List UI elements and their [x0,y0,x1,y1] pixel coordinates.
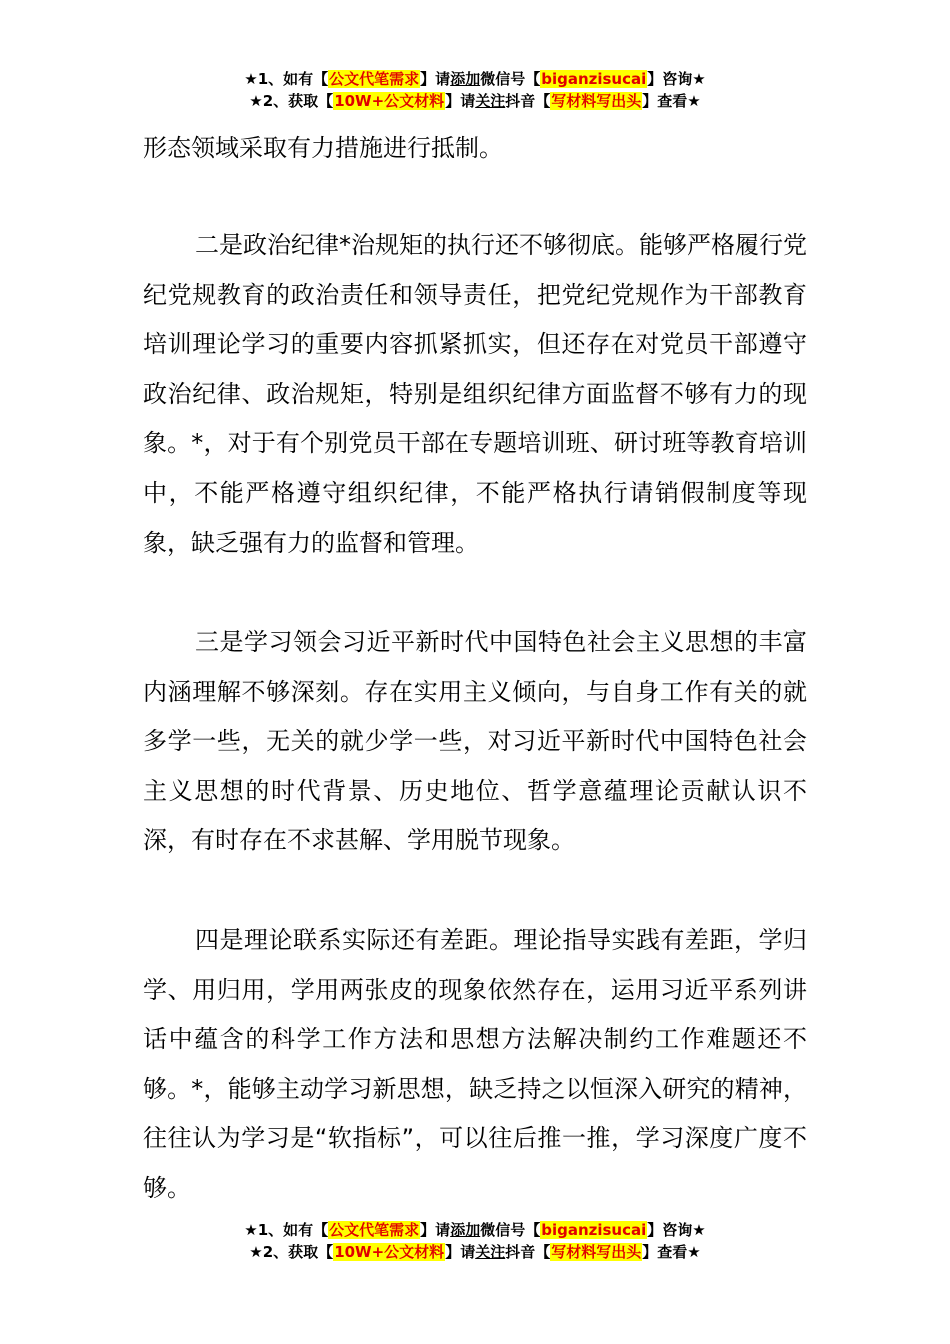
promo-text: ★1、如有【 [244,70,329,88]
promo-line-1 [0,68,950,90]
promo-text: 抖音【 [505,1243,551,1261]
promo-text: ★1、如有【 [244,1221,329,1239]
highlight-service: 公文代笔需求 [329,1221,420,1239]
highlight-service: 公文代笔需求 [329,70,420,88]
promo-text: 】请 [420,1221,451,1239]
promo-text: 】咨询★ [647,1221,706,1239]
underlined-text: 添加 [450,70,481,88]
highlight-materials: 10W+公文材料 [334,1243,445,1261]
highlight-wechat-id: biganzisucai [541,1221,647,1239]
highlight-wechat-id: biganzisucai [541,70,647,88]
highlight-douyin-account: 写材料写出头 [551,1243,642,1261]
promo-text: 微信号【 [480,1221,541,1239]
promo-text: 微信号【 [480,70,541,88]
promo-text: 】查看★ [642,92,701,110]
promo-line-2 [0,90,950,112]
promo-line-2 [0,1241,950,1263]
promo-text: 】请 [420,70,451,88]
paragraph-theory-study: 三是学习领会习近平新时代中国特色社会主义思想的丰富内涵理解不够深刻。存在实用主义倾向，与自身工作有关的就多学一些，无关的就少学一些，对习近平新时代中国特色社会主义思想的时代背景、历史地位、哲学意蕴理论贡献认识不深，有时存在不求甚解、学用脱节现象。 [143,628,807,855]
highlight-douyin-account: 写材料写出头 [551,92,642,110]
footer-promo-banner [0,1219,950,1263]
promo-line-1 [0,1219,950,1241]
promo-text: ★2、获取【 [249,92,334,110]
paragraph-theory-practice: 四是理论联系实际还有差距。理论指导实践有差距，学归学、用归用，学用两张皮的现象依然存在，运用习近平系列讲话中蕴含的科学工作方法和思想方法解决制约工作难题还不够。*，能够主动学习新思想，缺乏持之以恒深入研究的精神，往往认为学习是“软指标”，可以往后推一推，学习深度广度不够。 [143,926,807,1202]
promo-text: 】咨询★ [647,70,706,88]
promo-text: ★2、获取【 [249,1243,334,1261]
promo-text: 抖音【 [505,92,551,110]
promo-text: 】请 [445,1243,476,1261]
paragraph-continuation: 形态领域采取有力措施进行抵制。 [143,134,503,162]
underlined-text: 关注 [475,1243,506,1261]
paragraph-political-discipline: 二是政治纪律*治规矩的执行还不够彻底。能够严格履行党纪党规教育的政治责任和领导责任，把党纪党规作为干部教育培训理论学习的重要内容抓紧抓实，但还存在对党员干部遵守政治纪律、政治规矩，特别是组织纪律方面监督不够有力的现象。*，对于有个别党员干部在专题培训班、研讨班等教育培训中，不能严格遵守组织纪律，不能严格执行请销假制度等现象，缺乏强有力的监督和管理。 [143,231,807,557]
underlined-text: 添加 [450,1221,481,1239]
highlight-materials: 10W+公文材料 [334,92,445,110]
promo-text: 】请 [445,92,476,110]
underlined-text: 关注 [475,92,506,110]
promo-text: 】查看★ [642,1243,701,1261]
header-promo-banner [0,68,950,112]
